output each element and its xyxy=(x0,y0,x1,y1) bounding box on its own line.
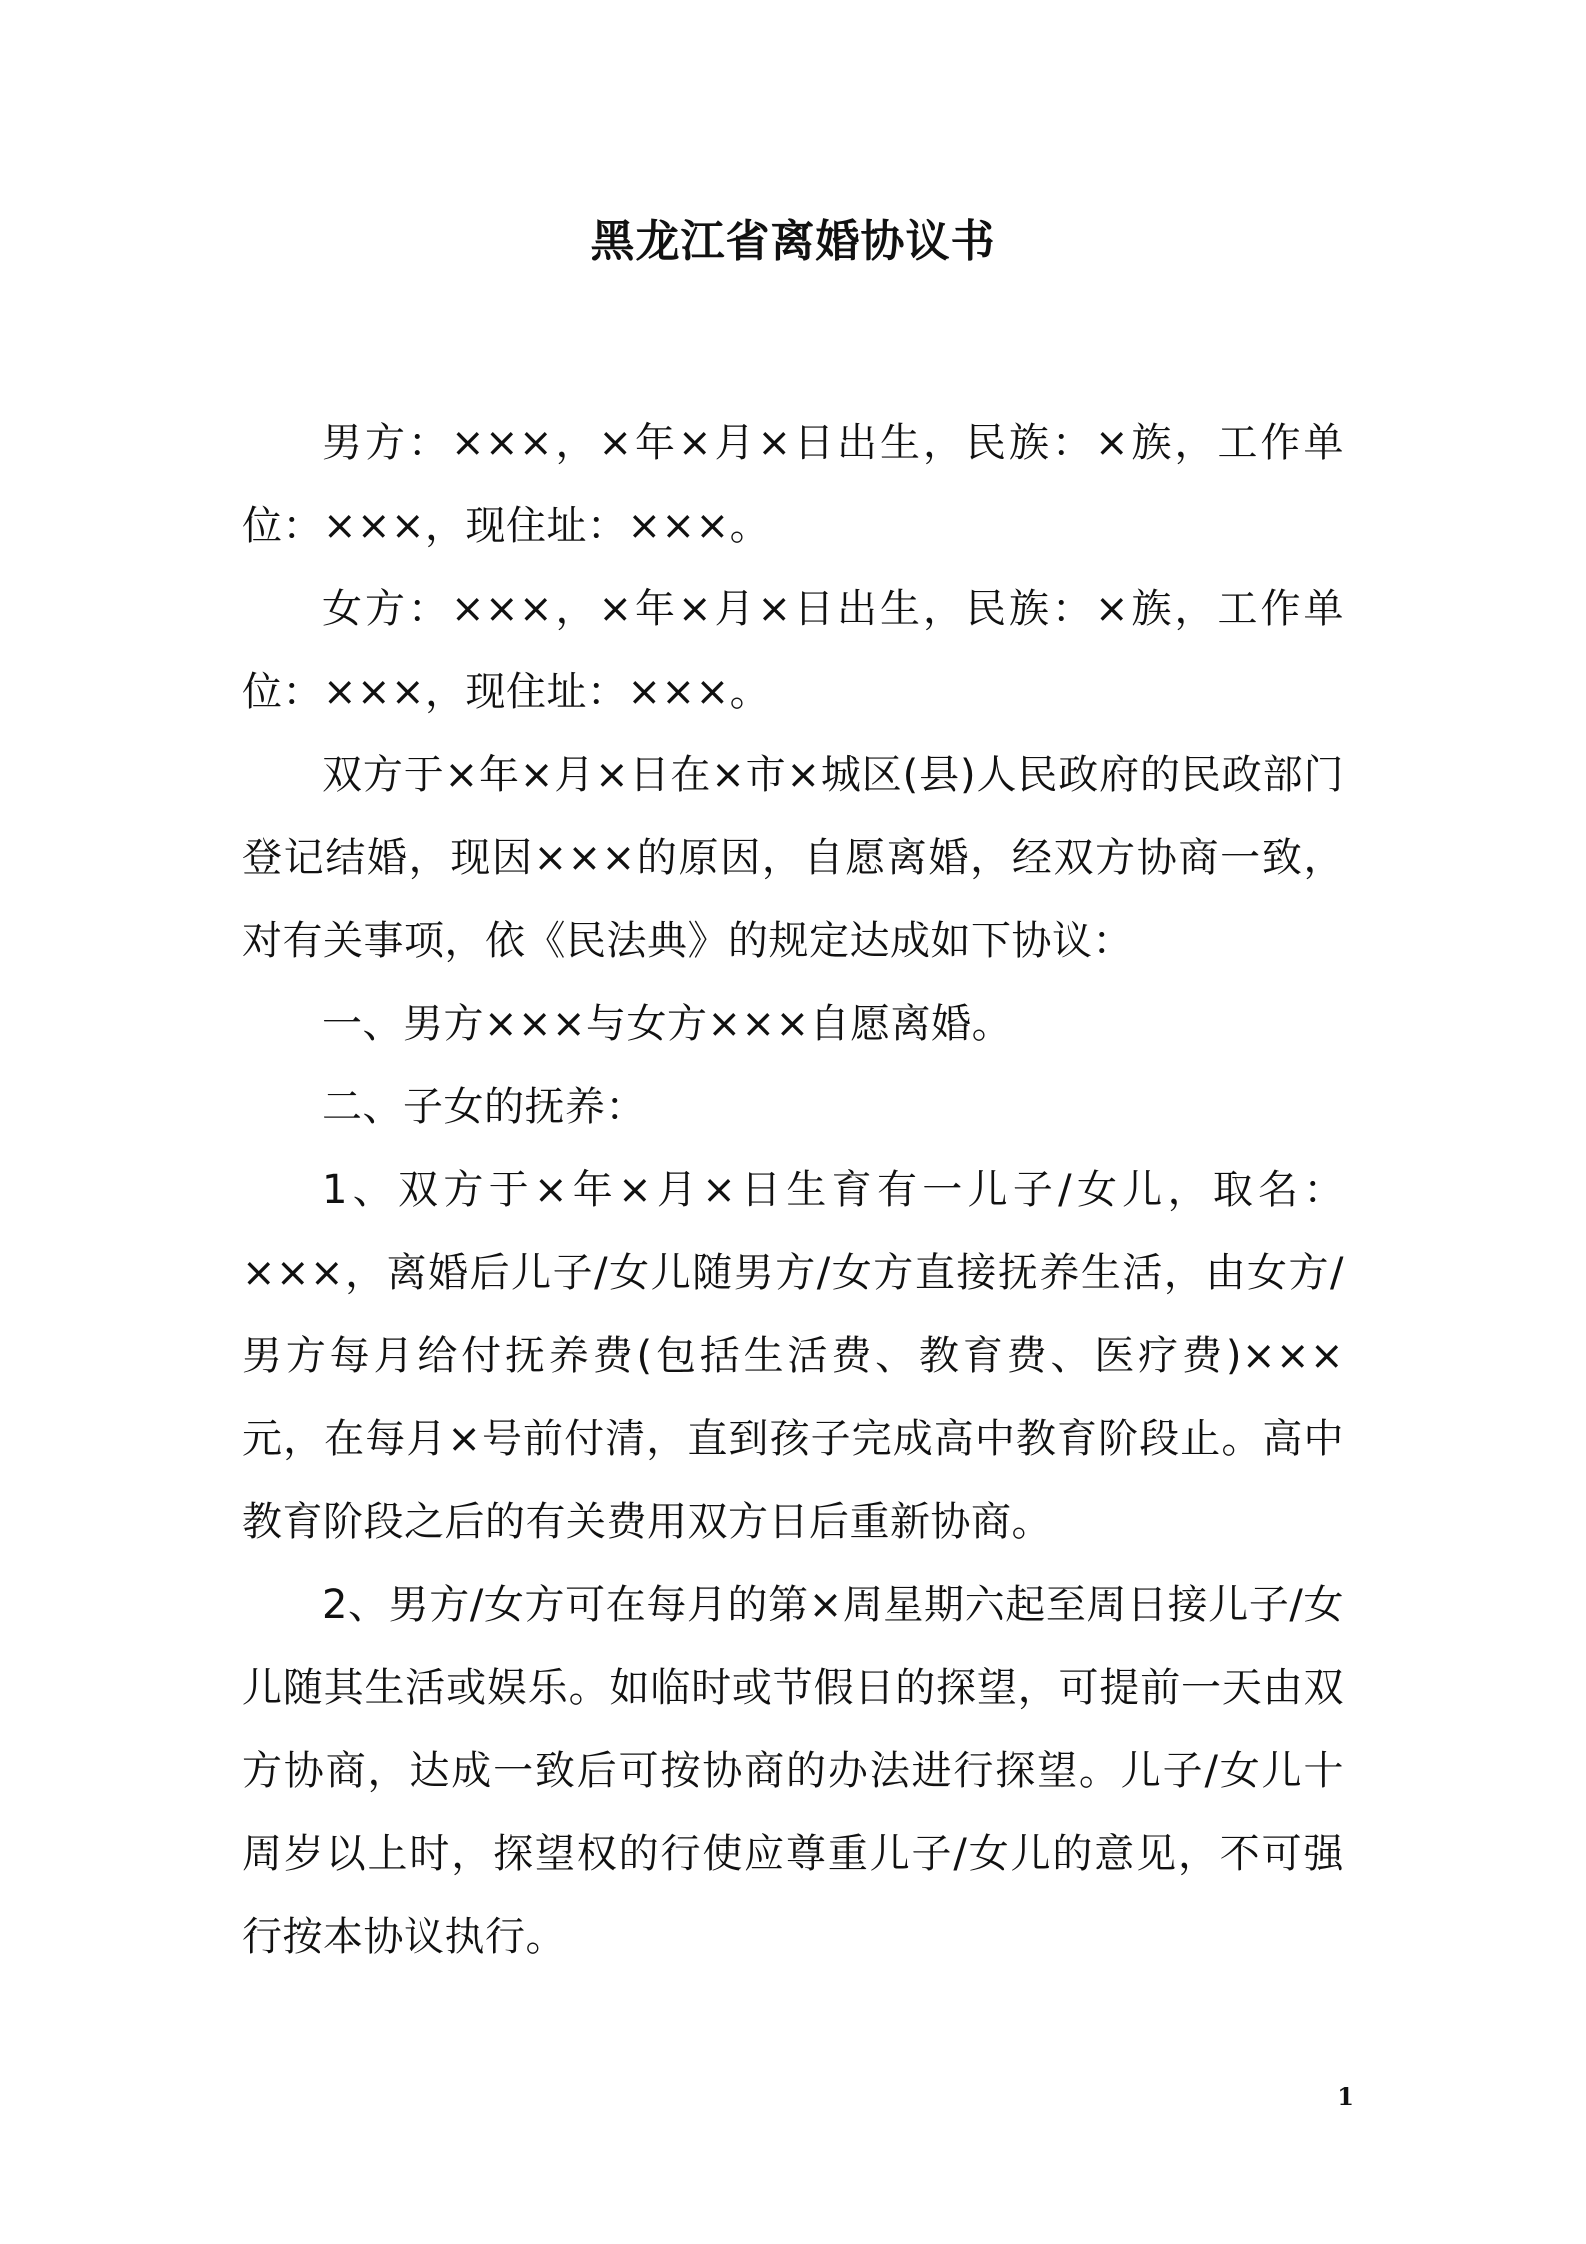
document-title: 黑龙江省离婚协议书 xyxy=(590,216,996,267)
page-number: 1 xyxy=(1337,2082,1354,2111)
paragraph-female-party: 女方：×××，×年×月×日出生，民族：×族，工作单位：×××，现住址：×××。 xyxy=(242,586,1344,715)
paragraph-male-party: 男方：×××，×年×月×日出生，民族：×族，工作单位：×××，现住址：×××。 xyxy=(242,420,1344,549)
paragraph-clause-2-heading: 二、子女的抚养： xyxy=(322,1084,646,1130)
paragraph-clause-1-divorce: 一、男方×××与女方×××自愿离婚。 xyxy=(322,1001,1013,1047)
paragraph-visitation: 2、男方/女方可在每月的第×周星期六起至周日接儿子/女儿随其生活或娱乐。如临时或节假日的探望，可提前一天由双方协商，达成一致后可按协商的办法进行探望。儿子/女儿十周岁以上时，探望权的行使应尊重儿子/女儿的意见，不可强行按本协议执行。 xyxy=(242,1582,1344,1960)
paragraph-marriage-registration: 双方于×年×月×日在×市×城区(县)人民政府的民政部门登记结婚，现因×××的原因，自愿离婚，经双方协商一致，对有关事项，依《民法典》的规定达成如下协议： xyxy=(242,752,1344,964)
document-body xyxy=(242,402,1344,1979)
paragraph-child-support: 1、双方于×年×月×日生育有一儿子/女儿，取名：×××，离婚后儿子/女儿随男方/女方直接抚养生活，由女方/男方每月给付抚养费(包括生活费、教育费、医疗费)×××元，在每月×号前付清，直到孩子完成高中教育阶段止。高中教育阶段之后的有关费用双方日后重新协商。 xyxy=(242,1167,1344,1545)
